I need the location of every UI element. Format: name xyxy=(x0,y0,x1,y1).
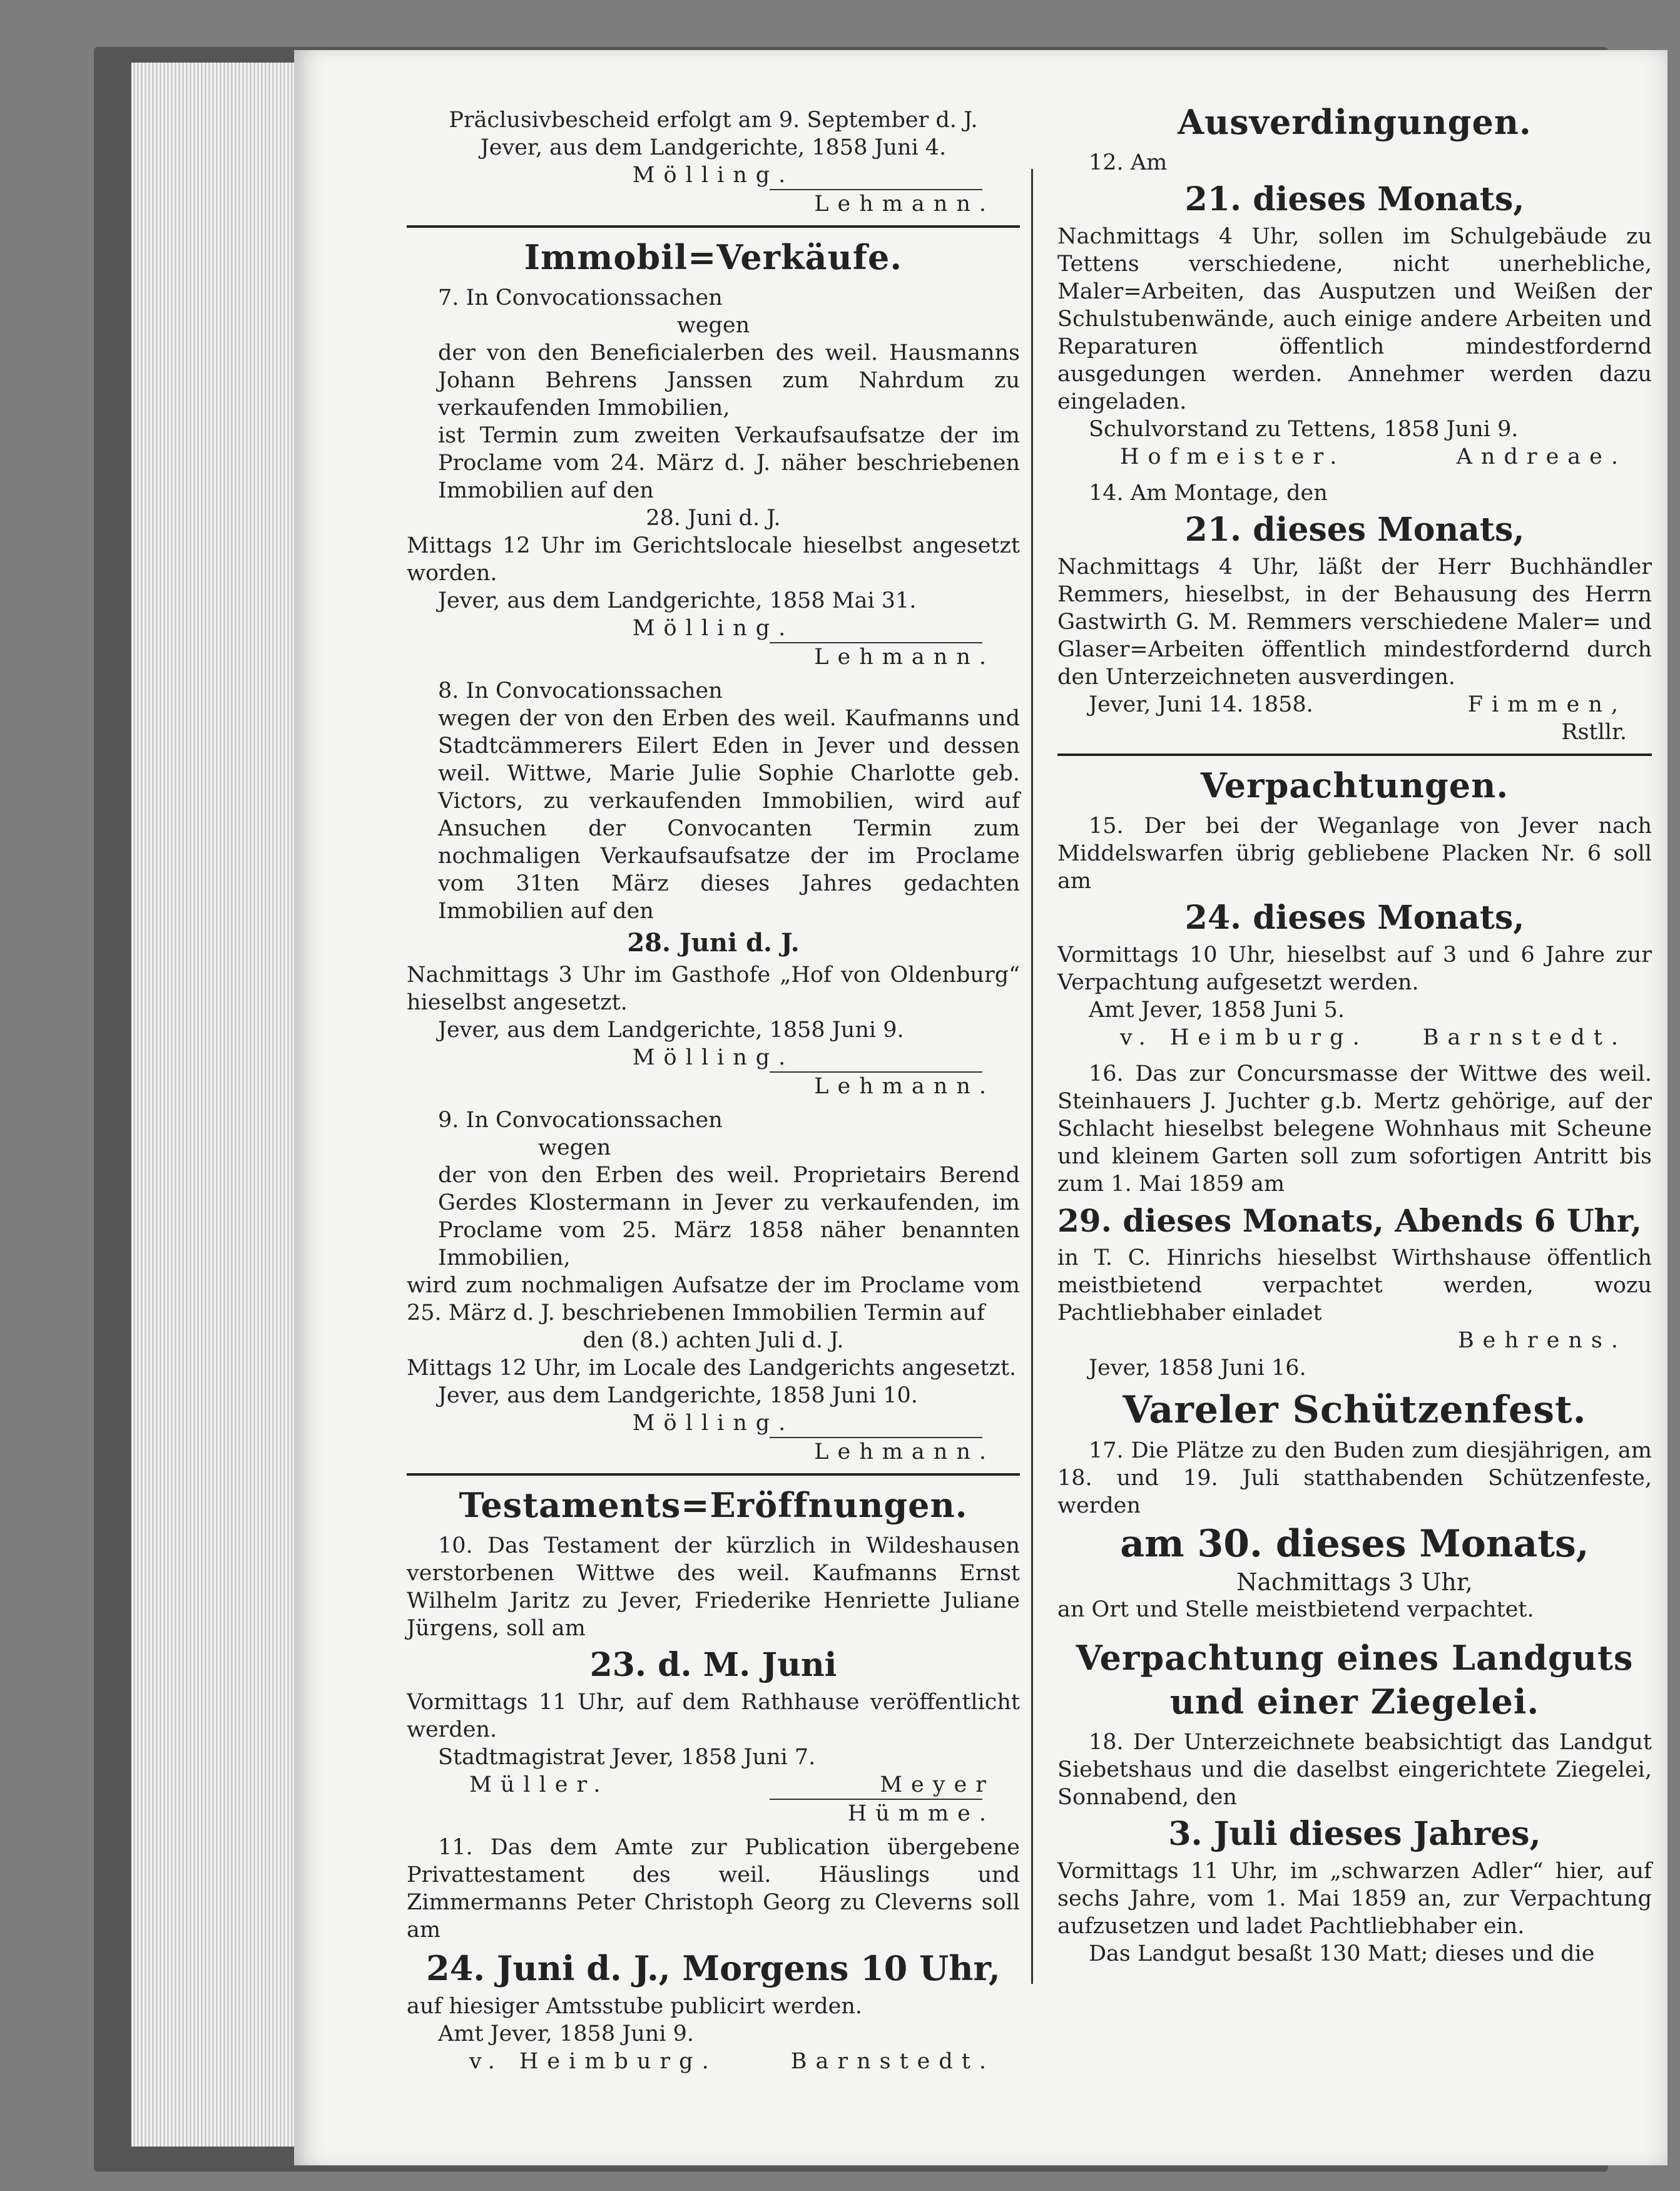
a15-sig1: v. Heimburg. xyxy=(1120,1025,1368,1050)
a14-num: 14. Am Montage, den xyxy=(1089,481,1328,506)
a9-sig1: Mölling. xyxy=(632,1411,795,1436)
intro-sig1: Mölling. xyxy=(632,163,795,188)
a11-place: Amt Jever, 1858 Juni 9. xyxy=(438,2021,695,2046)
article-10 xyxy=(407,1532,1020,1827)
heading-landgut-2: und einer Ziegelei. xyxy=(1169,1682,1540,1722)
a15-date: 24. dieses Monats, xyxy=(1184,899,1525,937)
a9-num: 9. In Convocationssachen xyxy=(438,1108,723,1133)
a10-place: Stadtmagistrat Jever, 1858 Juni 7. xyxy=(438,1745,816,1770)
a10-text2: Vormittags 11 Uhr, auf dem Rathhause veröffentlicht werden. xyxy=(407,1690,1020,1742)
article-16 xyxy=(1057,1060,1652,1382)
a11-text: 11. Das dem Amte zur Publication übergebene Privattestament des weil. Häuslings und Zimmermanns Peter Christoph Georg zu Cleverns soll am xyxy=(407,1835,1020,1943)
a8-place: Jever, aus dem Landgerichte, 1858 Juni 9. xyxy=(438,1018,904,1043)
a12-text: Nachmittags 4 Uhr, sollen im Schulgebäude zu Tettens verschiedene, nicht unerhebliche, Maler=Arbeiten, das Ausputzen und Weißen der Schulstubenwände, auch einige andere Arbeiten und Reparaturen öffentlich mindestfordernd ausgedungen werden. Annehmer werden dazu eingeladen. xyxy=(1057,224,1652,414)
heading-testament: Testaments=Eröffnungen. xyxy=(459,1485,968,1525)
a12-sig2: Andreae. xyxy=(1456,444,1627,469)
a17-time: Nachmittags 3 Uhr, xyxy=(1236,1568,1473,1596)
a15-text: 15. Der bei der Weganlage von Jever nach Middelswarfen übrig gebliebene Placken Nr. 6 soll am xyxy=(1057,814,1652,894)
a11-text2: auf hiesiger Amtsstube publicirt werden. xyxy=(407,1994,863,2019)
a14-signatures xyxy=(1057,691,1652,718)
a7-place: Jever, aus dem Landgerichte, 1858 Mai 31. xyxy=(438,588,917,613)
a9-text: der von den Erben des weil. Proprietairs Berend Gerdes Klostermann in Jever zu verkaufenden, im Proclame vom 25. März 1858 näher benannten Immobilien, xyxy=(438,1163,1020,1270)
a11-sig2: Barnstedt. xyxy=(790,2049,995,2074)
section-rule xyxy=(407,1473,1020,1476)
a17-text2: an Ort und Stelle meistbietend verpachtet. xyxy=(1057,1597,1534,1622)
a18-text: 18. Der Unterzeichnete beabsichtigt das Landgut Siebetshaus und die daselbst eingerichtete Ziegelei, Sonnabend, den xyxy=(1057,1730,1652,1810)
a16-text: 16. Das zur Concursmasse der Wittwe des weil. Steinhauers J. Juchter g.b. Mertz gehörige, auf der Schlacht hieselbst belegene Wohnhaus mit Scheune und kleinem Garten soll zum sofortigen Antritt bis zum 1. Mai 1859 am xyxy=(1057,1061,1652,1197)
a10-sig1: Müller. xyxy=(469,1772,609,1797)
article-18 xyxy=(1057,1729,1652,1968)
a9-text3: Mittags 12 Uhr, im Locale des Landgerichts angesetzt. xyxy=(407,1356,1017,1381)
heading-immobil: Immobil=Verkäufe. xyxy=(524,237,903,277)
a8-date: 28. Juni d. J. xyxy=(627,928,800,958)
a12-sig1: Hofmeister. xyxy=(1120,444,1346,469)
a11-sig1: v. Heimburg. xyxy=(469,2049,718,2074)
a14-text: Nachmittags 4 Uhr, läßt der Herr Buchhändler Remmers, hieselbst, in der Behausung des Herrn Gastwirth G. M. Remmers verschiedene Maler= und Glaser=Arbeiten öffentlich mindestfordernd durch den Unterzeichneten ausverdingen. xyxy=(1057,554,1652,690)
a15-text2: Vormittags 10 Uhr, hieselbst auf 3 und 6 Jahre zur Verpachtung aufgesetzt werden. xyxy=(1057,942,1652,995)
a9-place: Jever, aus dem Landgerichte, 1858 Juni 10. xyxy=(438,1383,918,1408)
a8-text: wegen der von den Erben des weil. Kaufmanns und Stadtcämmerers Eilert Eden in Jever und dessen weil. Wittwe, Marie Julie Sophie Charlotte geb. Victors, zu verkaufenden Immobilien, wird auf Ansuchen der Convocanten Termin zum nochmaligen Verkaufsaufsatze der im Proclame vom 31ten März dieses Jahres gedachten Immobilien auf den xyxy=(438,706,1020,924)
a8-sig2: Lehmann. xyxy=(814,1074,995,1099)
a11-signatures xyxy=(407,2048,1020,2075)
a10-sig2: Meyer xyxy=(880,1772,995,1797)
a12-num: 12. Am xyxy=(1089,150,1168,175)
a10-text: 10. Das Testament der kürzlich in Wildeshausen verstorbenen Wittwe des weil. Kaufmanns Ernst Wilhelm Jaritz zu Jever, Friederike Henriette Juliane Jürgens, soll am xyxy=(407,1533,1020,1641)
a10-signatures xyxy=(407,1771,1020,1799)
a18-text3: Das Landgut besaßt 130 Matt; dieses und die xyxy=(1089,1941,1595,1966)
a7-wegen: wegen xyxy=(676,313,750,338)
a7-sig2: Lehmann. xyxy=(814,645,995,670)
a7-date: 28. Juni d. J. xyxy=(646,506,781,531)
article-7 xyxy=(407,284,1020,671)
a14-sig1: Fimmen, xyxy=(1467,692,1627,717)
article-8 xyxy=(407,677,1020,1100)
a12-date: 21. dieses Monats, xyxy=(1184,180,1525,218)
article-17 xyxy=(1057,1437,1652,1623)
article-15 xyxy=(1057,812,1652,1051)
a16-text2: in T. C. Hinrichs hieselbst Wirthshause öffentlich meistbietend verpachtet werden, wozu Pachtliebhaber einladet xyxy=(1057,1245,1652,1325)
a8-sig1: Mölling. xyxy=(632,1045,795,1070)
intro-line2: Jever, aus dem Landgerichte, 1858 Juni 4. xyxy=(480,135,947,160)
a8-text2: Nachmittags 3 Uhr im Gasthofe „Hof von Oldenburg“ hieselbst angesetzt. xyxy=(407,963,1020,1015)
a9-text2: wird zum nochmaligen Aufsatze der im Proclame vom 25. März d. J. beschriebenen Immobilien Termin auf xyxy=(407,1273,1020,1325)
a7-text: der von den Beneficialerben des weil. Hausmanns Johann Behrens Janssen zum Nahrdum zu verkaufenden Immobilien, xyxy=(438,340,1020,421)
heading-landgut-1: Verpachtung eines Landguts xyxy=(1076,1638,1634,1678)
a9-wegen: wegen xyxy=(538,1135,611,1160)
a14-sig2: Rstllr. xyxy=(1561,720,1627,745)
a7-text2: ist Termin zum zweiten Verkaufsaufsatze der im Proclame vom 24. März d. J. näher beschriebenen Immobilien auf den xyxy=(438,423,1020,503)
a16-sig: Behrens. xyxy=(1457,1328,1627,1353)
section-rule xyxy=(407,225,1020,228)
right-column xyxy=(1057,102,1652,1968)
heading-verpachtungen: Verpachtungen. xyxy=(1200,765,1509,805)
a18-date: 3. Juli dieses Jahres, xyxy=(1168,1815,1541,1853)
left-column xyxy=(407,106,1020,2075)
a14-date: 21. dieses Monats, xyxy=(1184,511,1525,549)
a7-num: 7. In Convocationssachen xyxy=(438,285,723,310)
article-11 xyxy=(407,1834,1020,2075)
a8-num: 8. In Convocationssachen xyxy=(438,678,723,703)
a14-place: Jever, Juni 14. 1858. xyxy=(1089,692,1313,717)
intro-sig2: Lehmann. xyxy=(814,192,995,217)
heading-vareler: Vareler Schützenfest. xyxy=(1123,1388,1587,1432)
section-rule xyxy=(1057,753,1652,756)
a12-signatures xyxy=(1057,443,1652,471)
article-9 xyxy=(407,1106,1020,1466)
article-14 xyxy=(1057,479,1652,746)
column-divider xyxy=(1031,169,1033,1984)
a17-date: am 30. dieses Monats, xyxy=(1120,1522,1589,1566)
a17-text: 17. Die Plätze zu den Buden zum diesjährigen, am 18. und 19. Juli statthabenden Schützenfeste, werden xyxy=(1057,1438,1652,1518)
a16-place: Jever, 1858 Juni 16. xyxy=(1089,1356,1306,1381)
a9-sig2: Lehmann. xyxy=(814,1439,995,1464)
a12-place: Schulvorstand zu Tettens, 1858 Juni 9. xyxy=(1089,417,1519,442)
a10-sig3: Hümme. xyxy=(847,1801,995,1826)
a15-signatures xyxy=(1057,1024,1652,1051)
a15-sig2: Barnstedt. xyxy=(1422,1025,1627,1050)
a18-text2: Vormittags 11 Uhr, im „schwarzen Adler“ hier, auf sechs Jahre, vom 1. Mai 1859 an, zur Verpachtung aufzusetzen und ladet Pachtliebhaber ein. xyxy=(1057,1859,1652,1939)
page-stack-edge xyxy=(131,63,295,2147)
a11-date: 24. Juni d. J., Morgens 10 Uhr, xyxy=(426,1948,1000,1988)
heading-ausverdingungen: Ausverdingungen. xyxy=(1178,102,1532,142)
article-12 xyxy=(1057,149,1652,471)
intro-line1: Präclusivbescheid erfolgt am 9. September d. J. xyxy=(449,108,978,133)
a9-date: den (8.) achten Juli d. J. xyxy=(583,1328,844,1353)
a7-text3: Mittags 12 Uhr im Gerichtslocale hieselbst angesetzt worden. xyxy=(407,533,1020,586)
a7-sig1: Mölling. xyxy=(632,616,795,641)
a16-date: 29. dieses Monats, Abends 6 Uhr, xyxy=(1057,1202,1642,1239)
a15-place: Amt Jever, 1858 Juni 5. xyxy=(1089,998,1345,1023)
a10-date: 23. d. M. Juni xyxy=(589,1646,837,1684)
